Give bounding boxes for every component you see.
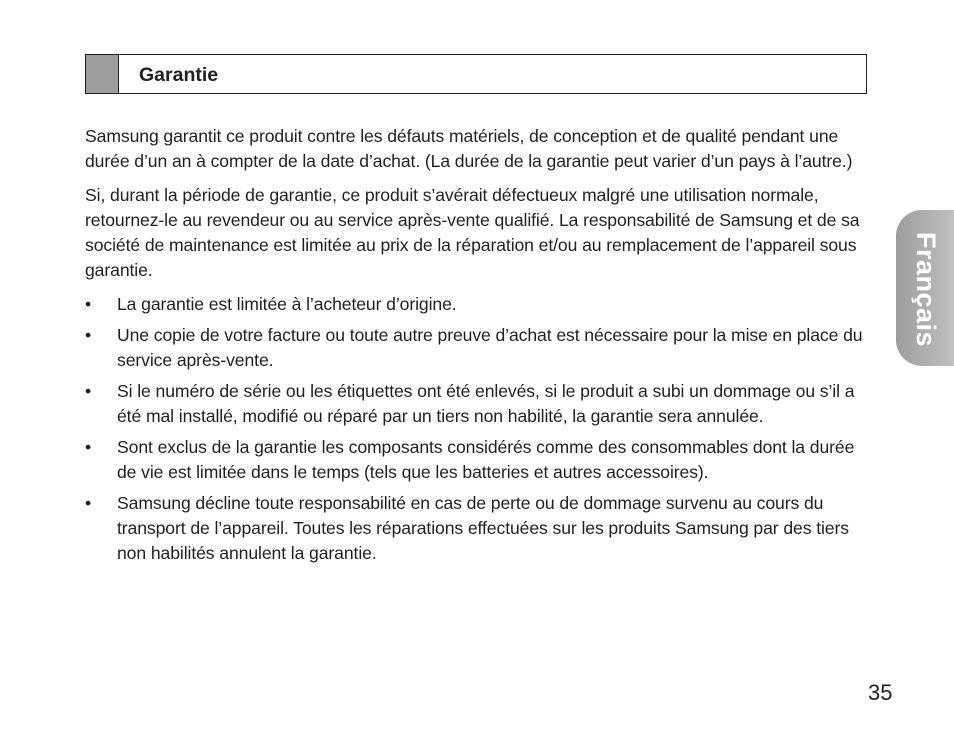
section-title: Garantie: [139, 64, 219, 86]
list-item-text: La garantie est limitée à l’acheteur d’origine.: [117, 294, 457, 314]
list-item: [85, 491, 875, 566]
list-item-text: Une copie de votre facture ou toute autre preuve d’achat est nécessaire pour la mise en place du service après-vente.: [117, 325, 863, 370]
page-number: 35: [868, 680, 893, 705]
list-item-text: Sont exclus de la garantie les composants considérés comme des consommables dont la durée de vie est limitée dans le temps (tels que les batteries et autres accessoires).: [117, 437, 855, 482]
warranty-bullet-list: [85, 292, 875, 566]
list-item-text: Si le numéro de série ou les étiquettes ont été enlevés, si le produit a subi un dommage ou s’il a été mal installé, modifié ou réparé par un tiers non habilité, la garantie sera annulée.: [117, 381, 855, 426]
bullet-marker: •: [85, 294, 92, 314]
language-tab-label: Français: [911, 232, 941, 348]
list-item: [85, 323, 875, 373]
body-content: [85, 124, 875, 572]
bullet-marker: •: [85, 493, 92, 513]
language-tab: [896, 210, 954, 366]
list-item: [85, 435, 875, 485]
list-item: [85, 379, 875, 429]
section-header: [85, 54, 867, 94]
list-item-text: Samsung décline toute responsabilité en cas de perte ou de dommage survenu au cours du transport de l’appareil. Toutes les réparations effectuées sur les produits Samsung par des tiers non habilités annulent la garantie.: [117, 493, 849, 563]
paragraph-warranty-conditions: Si, durant la période de garantie, ce produit s’avérait défectueux malgré une utilisation normale, retournez-le au revendeur ou au service après-vente qualifié. La responsabilité de Samsung et de sa société de maintenance est limitée au prix de la réparation et/ou au remplacement de l’appareil sous garantie.: [85, 185, 860, 280]
paragraph-warranty-duration: Samsung garantit ce produit contre les défauts matériels, de conception et de qualité pendant une durée d’un an à compter de la date d’achat. (La durée de la garantie peut varier d’un pays à l’autre.): [85, 126, 853, 171]
bullet-marker: •: [85, 325, 92, 345]
section-marker: [86, 55, 119, 93]
bullet-marker: •: [85, 381, 92, 401]
bullet-marker: •: [85, 437, 92, 457]
list-item: [85, 292, 875, 317]
